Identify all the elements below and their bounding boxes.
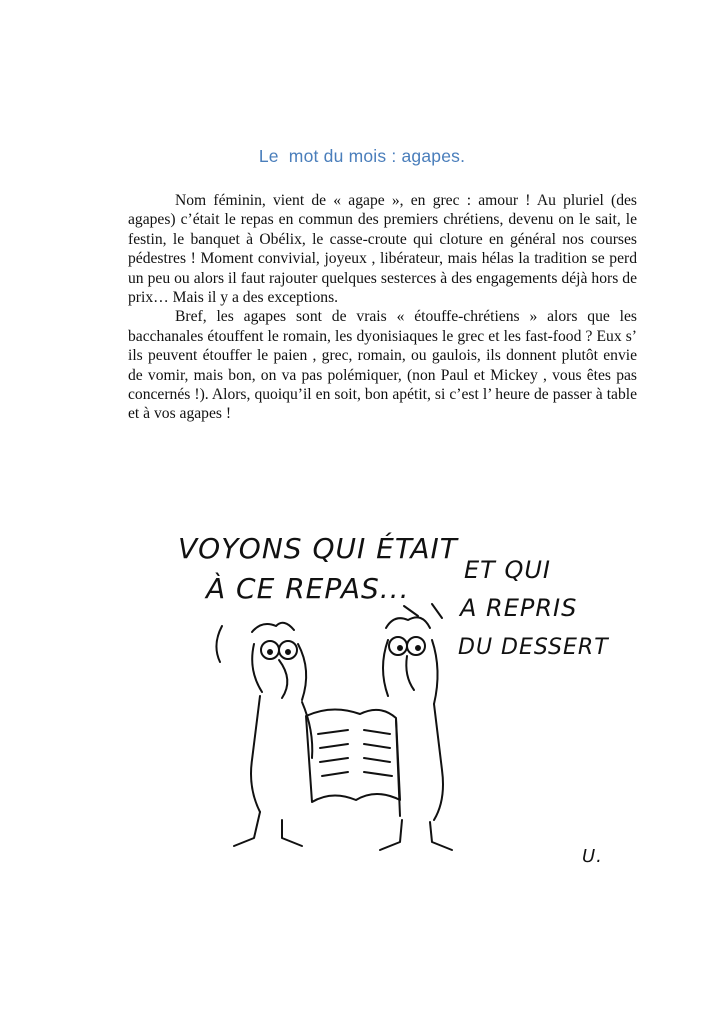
paragraph-1: Nom féminin, vient de « agape », en grec : amour ! Au pluriel (des agapes) c’était le repas en commun des premiers chrétiens, devenu on le sait, le festin, le banquet à Obélix, le casse-croute qui cloture en général nos courses pédestres ! Moment convivial, joyeux , libérateur, mais hélas la tradition se perd un peu ou alors il faut rajouter quelques sesterces à des engagements déjà hors de prix… Mais il y a des exceptions. [128, 192, 637, 307]
cartoon-illustration [142, 520, 654, 874]
newspaper [306, 709, 400, 802]
speech-tail-left [216, 626, 222, 662]
signature: U. [582, 846, 603, 867]
page-title: Le mot du mois : agapes. [258, 146, 466, 166]
article-body [128, 191, 637, 424]
speech-right-line-2: A REPRIS [460, 594, 578, 622]
speech-right-line-3: DU DESSERT [458, 635, 609, 660]
speech-tail-right-1 [404, 606, 418, 616]
paragraph-2: Bref, les agapes sont de vrais « étouffe-chrétiens » alors que les bacchanales étouffent le romain, les dyonisiaques le grec et les fast-food ? Eux s’ ils peuvent étouffer le paien , grec, romain, ou gaulois, ils donnent plutôt envie de vomir, mais bon, on va pas polémiquer, (non Paul et Mickey , vous êtes pas concernés !). Alors, quoiqu’il en soit, bon apétit, si c’est l’ heure de passer à table et à vos agapes ! [128, 308, 637, 423]
speech-left-line-1: VOYONS QUI ÉTAIT [178, 532, 458, 565]
speech-tail-right-2 [432, 604, 442, 618]
speech-left-line-2: À CE REPAS... [206, 572, 410, 605]
left-man-figure [234, 623, 312, 846]
speech-right-line-1: ET QUI [464, 556, 551, 584]
